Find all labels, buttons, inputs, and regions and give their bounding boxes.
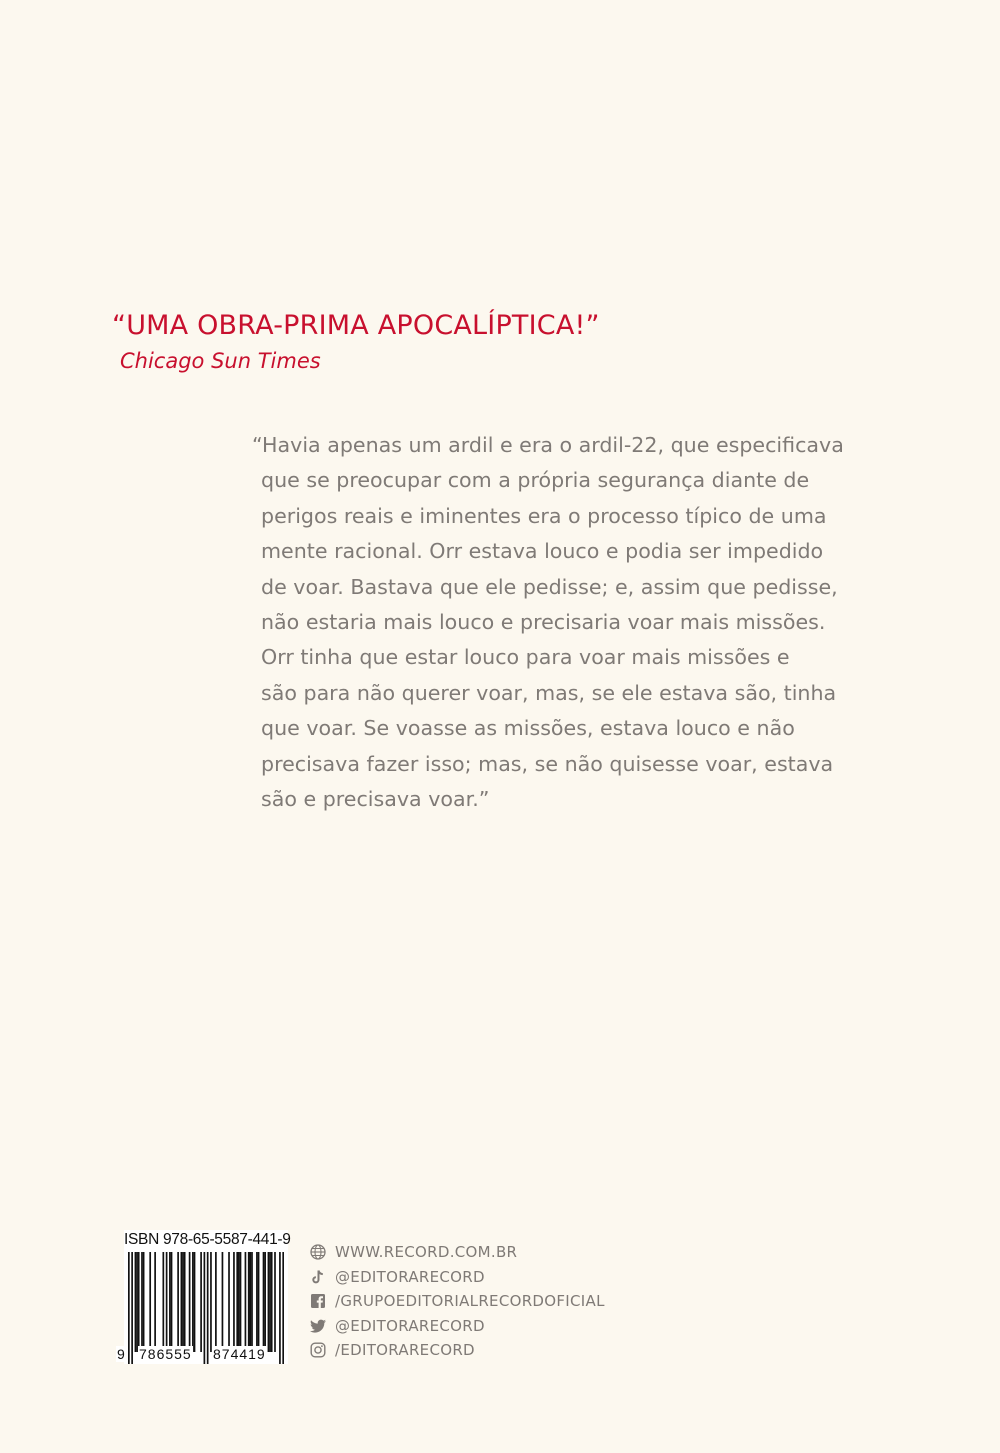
barcode-bar bbox=[171, 1252, 173, 1352]
tiktok-icon bbox=[309, 1268, 327, 1286]
barcode-bar bbox=[264, 1252, 266, 1352]
barcode-bar bbox=[177, 1252, 179, 1352]
barcode-bar bbox=[268, 1252, 270, 1352]
barcode-bar bbox=[258, 1252, 260, 1352]
blurb bbox=[112, 308, 872, 376]
facebook-icon bbox=[309, 1292, 327, 1310]
barcode-bar bbox=[135, 1252, 137, 1352]
barcode-bar bbox=[194, 1252, 196, 1352]
barcode-bar bbox=[200, 1252, 202, 1352]
barcode-bar bbox=[269, 1252, 271, 1352]
barcode-bar bbox=[149, 1252, 151, 1352]
social-twitter-label: @EDITORARECORD bbox=[335, 1316, 485, 1335]
social-instagram[interactable] bbox=[309, 1338, 605, 1363]
barcode-bar bbox=[138, 1252, 140, 1352]
social-links bbox=[309, 1240, 605, 1363]
blurb-source: Chicago Sun Times bbox=[120, 349, 321, 373]
barcode-bar bbox=[162, 1252, 164, 1352]
barcode-bar bbox=[233, 1252, 235, 1352]
excerpt-line: são e precisava voar.” bbox=[261, 787, 490, 812]
social-tiktok[interactable] bbox=[309, 1265, 605, 1290]
barcode-bar bbox=[181, 1252, 183, 1352]
twitter-icon bbox=[309, 1317, 327, 1335]
barcode-bar bbox=[240, 1252, 242, 1352]
barcode-digits bbox=[117, 1346, 288, 1364]
barcode-digits-left: 786555 bbox=[139, 1346, 192, 1362]
excerpt-line: que se preocupar com a própria segurança diante de bbox=[261, 468, 810, 493]
social-instagram-label: /EDITORARECORD bbox=[335, 1341, 475, 1360]
excerpt-line: “Havia apenas um ardil e era o ardil-22, que especificava bbox=[252, 433, 844, 457]
barcode-bar bbox=[189, 1252, 191, 1352]
barcode-bar bbox=[136, 1252, 138, 1352]
barcode-bar bbox=[245, 1252, 247, 1352]
social-website-label: WWW.RECORD.COM.BR bbox=[335, 1243, 518, 1262]
social-tiktok-label: @EDITORARECORD bbox=[335, 1267, 485, 1286]
barcode-bar bbox=[236, 1252, 238, 1352]
book-excerpt bbox=[252, 428, 892, 817]
barcode-bar bbox=[251, 1252, 253, 1352]
barcode-bar bbox=[169, 1252, 171, 1352]
barcode-bar bbox=[141, 1252, 143, 1352]
barcode-bar bbox=[215, 1252, 217, 1352]
excerpt-line: são para não querer voar, mas, se ele estava são, tinha bbox=[261, 680, 837, 705]
barcode-bar bbox=[143, 1252, 145, 1352]
social-facebook[interactable] bbox=[309, 1289, 605, 1314]
barcode-bar bbox=[182, 1252, 184, 1352]
barcode-digits-right: 874419 bbox=[213, 1346, 266, 1362]
barcode-bar bbox=[192, 1252, 194, 1352]
instagram-icon bbox=[309, 1341, 327, 1359]
barcode-bar bbox=[271, 1252, 273, 1352]
barcode-bar bbox=[210, 1252, 212, 1352]
barcode-bar bbox=[222, 1252, 224, 1352]
barcode-digit-lead: 9 bbox=[117, 1346, 126, 1362]
barcode-bar bbox=[250, 1252, 252, 1352]
barcode-bar bbox=[263, 1252, 265, 1352]
blurb-quote: “UMA OBRA-PRIMA APOCALÍPTICA!” bbox=[112, 310, 600, 341]
barcode-bar bbox=[184, 1252, 186, 1352]
social-facebook-label: /GRUPOEDITORIALRECORDOFICIAL bbox=[335, 1292, 605, 1311]
barcode-bar bbox=[166, 1252, 168, 1352]
excerpt-line: precisava fazer isso; mas, se não quisesse voar, estava bbox=[261, 751, 834, 776]
barcode-bar bbox=[238, 1252, 240, 1352]
excerpt-line: Orr tinha que estar louco para voar mais missões e bbox=[261, 645, 790, 670]
isbn-label: ISBN 978-65-5587-441-9 bbox=[124, 1231, 291, 1248]
globe-icon bbox=[309, 1243, 327, 1261]
barcode-bar bbox=[274, 1252, 276, 1352]
social-twitter[interactable] bbox=[309, 1314, 605, 1339]
excerpt-line: mente racional. Orr estava louco e podia ser impedido bbox=[261, 539, 824, 564]
barcode-bar bbox=[256, 1252, 258, 1352]
barcode-bar bbox=[228, 1252, 230, 1352]
excerpt-line: de voar. Bastava que ele pedisse; e, assim que pedisse, bbox=[261, 574, 838, 599]
barcode-bar bbox=[248, 1252, 250, 1352]
excerpt-line: perigos reais e iminentes era o processo típico de uma bbox=[261, 503, 827, 528]
barcode-bar bbox=[154, 1252, 156, 1352]
social-website[interactable] bbox=[309, 1240, 605, 1265]
isbn-barcode-block bbox=[117, 1230, 291, 1364]
excerpt-line: não estaria mais louco e precisaria voar mais missões. bbox=[261, 610, 826, 635]
excerpt-line: que voar. Se voasse as missões, estava louco e não bbox=[261, 716, 795, 741]
